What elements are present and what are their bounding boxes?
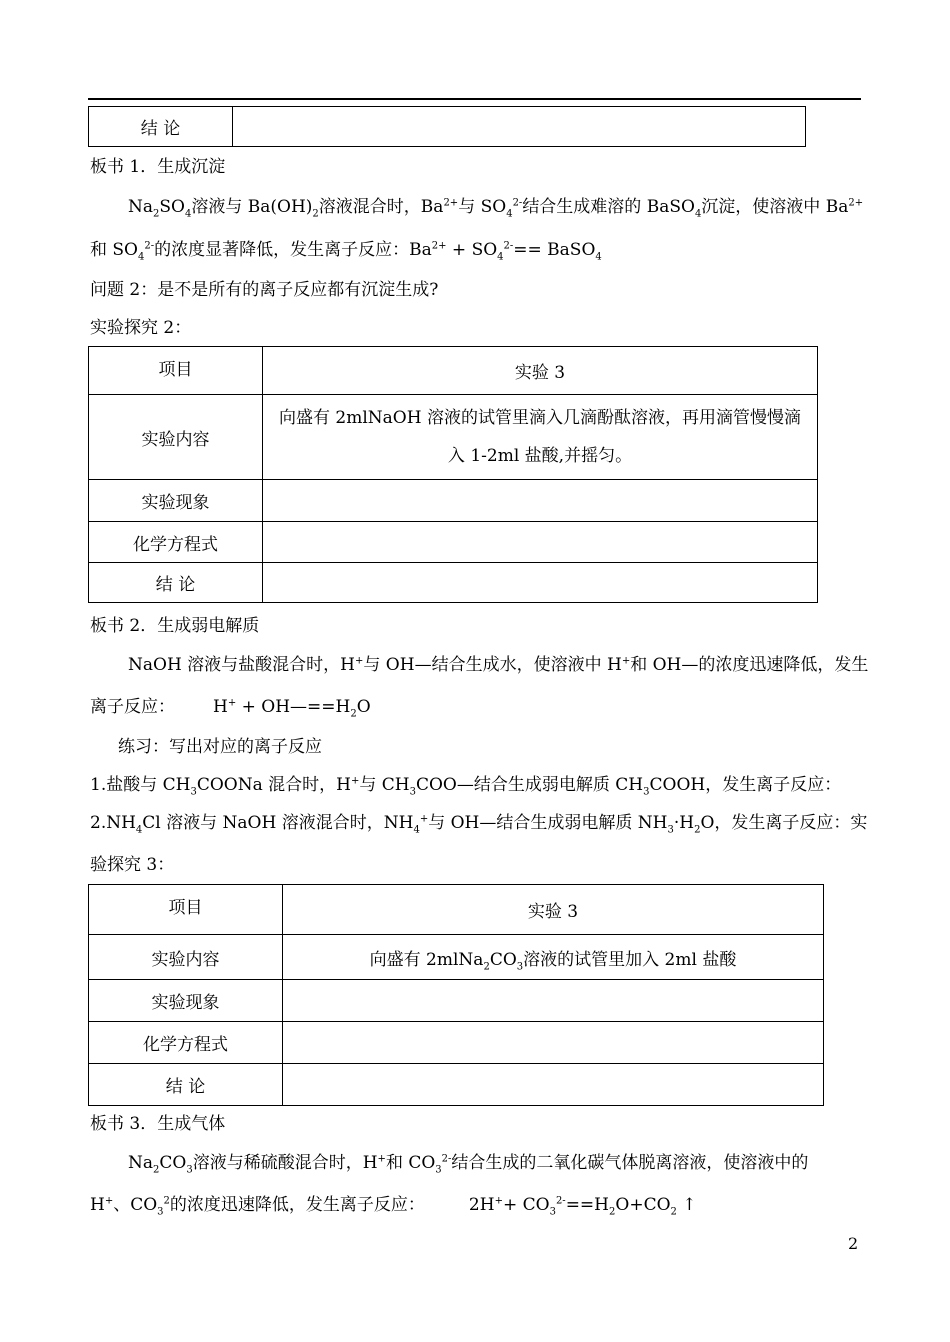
table2-header-exp: 实验 3 xyxy=(263,347,818,395)
table3-row-conclusion-label: 结 论 xyxy=(89,1064,283,1106)
table3-row-content-label: 实验内容 xyxy=(89,935,283,980)
experiment-table-2 xyxy=(88,346,818,603)
section-3-title: 板书 3．生成气体 xyxy=(90,1114,226,1134)
experiment-table-3 xyxy=(88,884,824,1106)
section-1-para-line2: 和 $SO_4^{2-}$的浓度显著降低，发生离子反应：$Ba^{2+} + SO_4^{2-}==$ BaSO$_4$ xyxy=(90,240,602,263)
explore-2-heading: 实验探究 2： xyxy=(90,318,192,338)
table3-row-equation-label: 化学方程式 xyxy=(89,1022,283,1064)
table3-row-phenomenon-value xyxy=(283,980,824,1022)
table2-row-conclusion-value xyxy=(263,563,818,603)
explore-3-heading: 验探究 3： xyxy=(90,855,175,875)
practice-question-2: $2.NH_4Cl$ 溶液与 NaOH 溶液混合时，$NH_4^+$与 OH—结合生成弱电解质 $NH_3\cdot H_2O$，发生离子反应：实 xyxy=(90,813,868,836)
table3-row-equation-value xyxy=(283,1022,824,1064)
table3-header-exp: 实验 3 xyxy=(283,885,824,935)
top-rule xyxy=(88,98,861,100)
conclusion-label: 结 论 xyxy=(89,107,233,147)
section-1-title: 板书 1．生成沉淀 xyxy=(90,157,226,177)
table2-row-content-value xyxy=(263,395,818,480)
table3-row-content-value: 向盛有 $2mlNa_2CO_3$溶液的试管里加入 2ml 盐酸 xyxy=(283,935,824,980)
section-2-title: 板书 2．生成弱电解质 xyxy=(90,616,260,636)
practice-heading: 练习：写出对应的离子反应 xyxy=(118,737,322,757)
practice-question-1: 1.盐酸与 $CH_3COONa$ 混合时，H+与 $CH_3COO—$结合生成弱电解质 $CH_3COOH$，发生离子反应： xyxy=(90,775,842,798)
top-conclusion-table xyxy=(88,106,806,147)
section-3-para-line2: H+、$CO_3^2$的浓度迅速降低，发生离子反应： $2H^++ CO_3^{2-}==H_2O+CO_2$ ↑ xyxy=(90,1195,697,1218)
table2-row-equation-label: 化学方程式 xyxy=(89,522,263,563)
table2-row-content-label: 实验内容 xyxy=(89,395,263,480)
table2-content-line2: 入 1-2ml 盐酸,并摇匀。 xyxy=(447,446,633,466)
section-1-para-line1: $Na_2SO_4$溶液与 $Ba(OH)_2$溶液混合时，$Ba^{2+}$与 $SO_4^{2-}$结合生成难溶的 BaSO$_4$沉淀，使溶液中 $Ba^{2+}$ xyxy=(128,197,864,220)
table2-content-line1: 向盛有 2mlNaOH 溶液的试管里滴入几滴酚酞溶液，再用滴管慢慢滴 xyxy=(279,408,801,428)
table3-row-phenomenon-label: 实验现象 xyxy=(89,980,283,1022)
table2-header-item: 项目 xyxy=(89,347,263,395)
table3-header-item: 项目 xyxy=(89,885,283,935)
table2-row-phenomenon-label: 实验现象 xyxy=(89,480,263,522)
section-2-para-line2: 离子反应： $H^+ + OH—==H_2O$ xyxy=(90,697,371,720)
section-2-para-line1: NaOH 溶液与盐酸混合时，H+与 OH—结合生成水，使溶液中 H+和 OH—的浓度迅速降低，发生 xyxy=(128,655,869,675)
conclusion-cell xyxy=(233,107,806,147)
table3-row-conclusion-value xyxy=(283,1064,824,1106)
table2-row-equation-value xyxy=(263,522,818,563)
table2-row-phenomenon-value xyxy=(263,480,818,522)
table2-row-conclusion-label: 结 论 xyxy=(89,563,263,603)
page-number: 2 xyxy=(848,1234,859,1253)
question-2: 问题 2：是不是所有的离子反应都有沉淀生成? xyxy=(90,280,439,300)
section-3-para-line1: $Na_2CO_3$溶液与稀硫酸混合时，H+和 $CO_3^{2-}$结合生成的二氧化碳气体脱离溶液，使溶液中的 xyxy=(128,1153,809,1176)
